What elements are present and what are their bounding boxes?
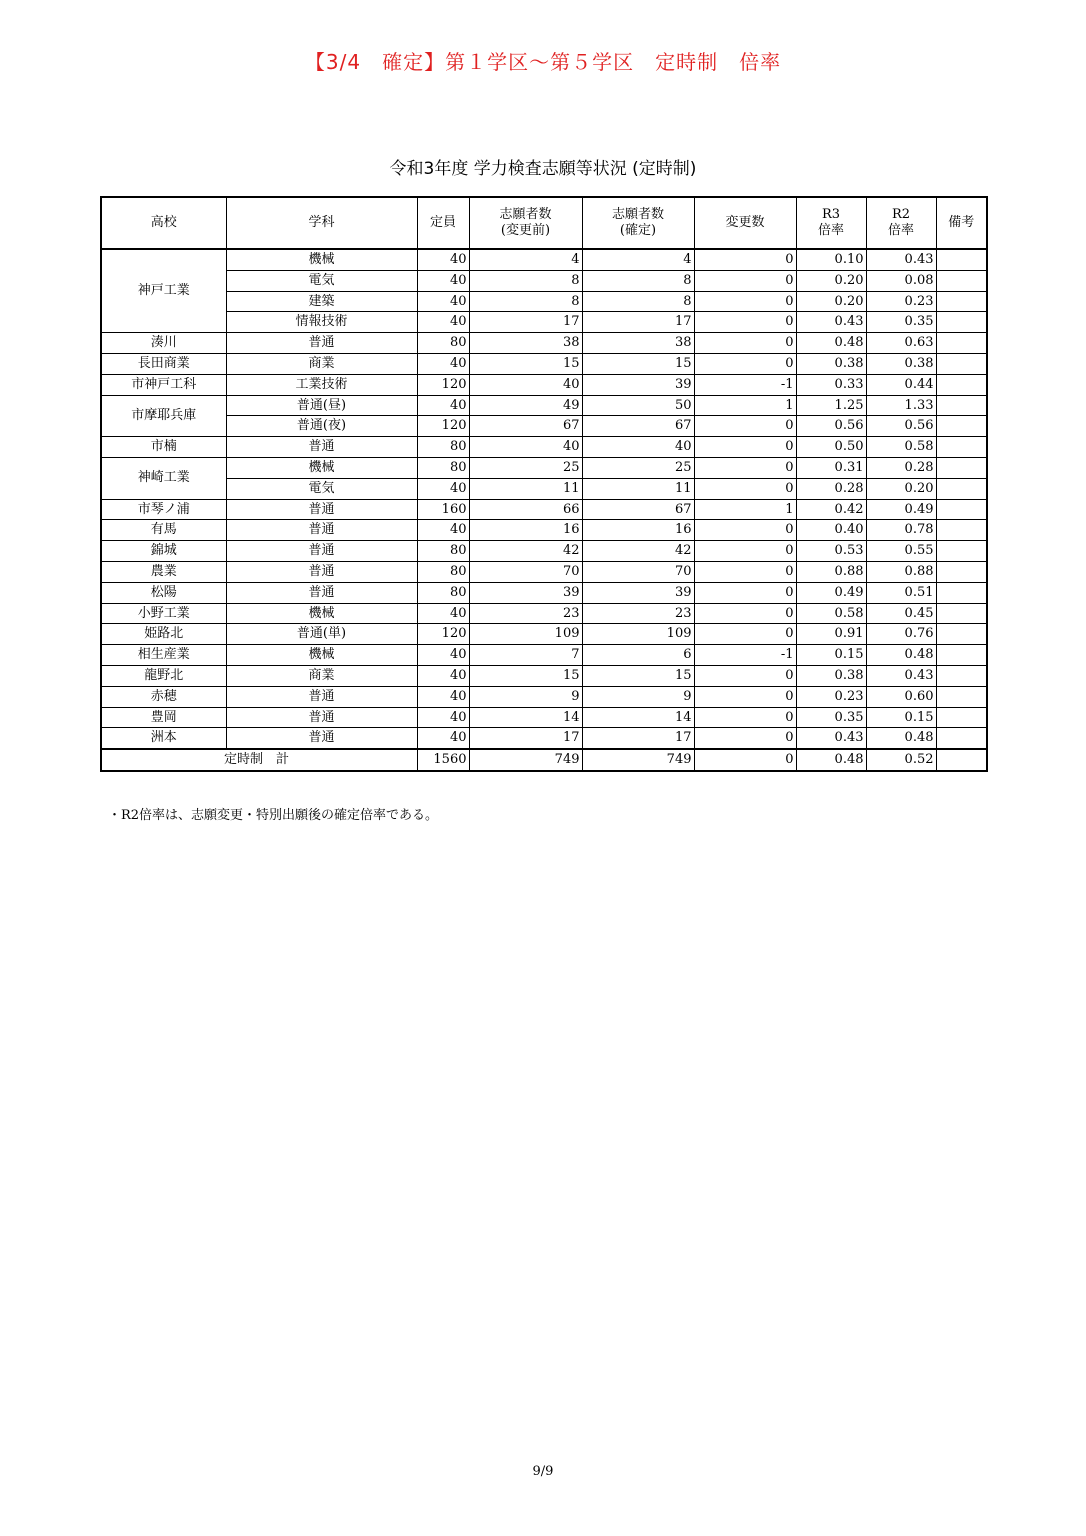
r2-ratio: 0.28 bbox=[866, 457, 936, 478]
department: 商業 bbox=[226, 665, 417, 686]
document-header: 【3/4 確定】第１学区～第５学区 定時制 倍率 bbox=[304, 50, 782, 74]
applicants-confirmed: 15 bbox=[582, 353, 694, 374]
total-r3: 0.48 bbox=[796, 749, 866, 771]
school-name: 市楠 bbox=[101, 437, 226, 458]
col-department: 学科 bbox=[226, 197, 417, 249]
capacity: 40 bbox=[417, 291, 469, 312]
table-row bbox=[101, 457, 987, 478]
notes-cell bbox=[936, 603, 987, 624]
r2-ratio: 0.55 bbox=[866, 541, 936, 562]
applicants-before: 17 bbox=[469, 312, 582, 333]
applicants-confirmed: 15 bbox=[582, 665, 694, 686]
applicants-before: 109 bbox=[469, 624, 582, 645]
r2-ratio: 0.48 bbox=[866, 728, 936, 749]
change-count: 0 bbox=[694, 520, 796, 541]
r2-ratio: 0.78 bbox=[866, 520, 936, 541]
table-row bbox=[101, 645, 987, 666]
table-row bbox=[101, 603, 987, 624]
table-row bbox=[101, 437, 987, 458]
notes-cell bbox=[936, 353, 987, 374]
col-applicants-before-l1: 志願者数 bbox=[499, 207, 552, 222]
capacity: 40 bbox=[417, 270, 469, 291]
department: 商業 bbox=[226, 353, 417, 374]
department: 普通(昼) bbox=[226, 395, 417, 416]
capacity: 40 bbox=[417, 707, 469, 728]
change-count: 0 bbox=[694, 665, 796, 686]
change-count: 1 bbox=[694, 499, 796, 520]
applicants-before: 16 bbox=[469, 520, 582, 541]
school-name: 龍野北 bbox=[101, 665, 226, 686]
applicants-confirmed: 16 bbox=[582, 520, 694, 541]
table-row bbox=[101, 333, 987, 354]
r3-ratio: 0.15 bbox=[796, 645, 866, 666]
applicants-confirmed: 25 bbox=[582, 457, 694, 478]
capacity: 120 bbox=[417, 416, 469, 437]
col-r2-l1: R2 bbox=[891, 207, 911, 222]
table-row bbox=[101, 728, 987, 749]
col-school: 高校 bbox=[101, 197, 226, 249]
department: 電気 bbox=[226, 478, 417, 499]
applicants-before: 14 bbox=[469, 707, 582, 728]
table-row bbox=[101, 353, 987, 374]
school-name: 錦城 bbox=[101, 541, 226, 562]
total-change: 0 bbox=[694, 749, 796, 771]
applicants-before: 8 bbox=[469, 291, 582, 312]
change-count: 0 bbox=[694, 291, 796, 312]
capacity: 40 bbox=[417, 686, 469, 707]
capacity: 80 bbox=[417, 582, 469, 603]
capacity: 80 bbox=[417, 333, 469, 354]
notes-cell bbox=[936, 478, 987, 499]
applicants-table bbox=[100, 196, 988, 772]
applicants-confirmed: 109 bbox=[582, 624, 694, 645]
applicants-confirmed: 70 bbox=[582, 561, 694, 582]
change-count: 0 bbox=[694, 707, 796, 728]
r2-ratio: 0.76 bbox=[866, 624, 936, 645]
applicants-before: 7 bbox=[469, 645, 582, 666]
applicants-confirmed: 23 bbox=[582, 603, 694, 624]
col-applicants-confirmed bbox=[582, 197, 694, 249]
r3-ratio: 0.33 bbox=[796, 374, 866, 395]
r2-ratio: 0.15 bbox=[866, 707, 936, 728]
total-confirmed: 749 bbox=[582, 749, 694, 771]
applicants-confirmed: 17 bbox=[582, 728, 694, 749]
r3-ratio: 0.40 bbox=[796, 520, 866, 541]
school-name: 長田商業 bbox=[101, 353, 226, 374]
change-count: 0 bbox=[694, 353, 796, 374]
table-row bbox=[101, 312, 987, 333]
school-name: 有馬 bbox=[101, 520, 226, 541]
department: 普通 bbox=[226, 499, 417, 520]
capacity: 40 bbox=[417, 665, 469, 686]
department: 普通 bbox=[226, 582, 417, 603]
school-name: 小野工業 bbox=[101, 603, 226, 624]
capacity: 40 bbox=[417, 353, 469, 374]
change-count: 0 bbox=[694, 416, 796, 437]
table-row bbox=[101, 395, 987, 416]
school-name: 湊川 bbox=[101, 333, 226, 354]
change-count: -1 bbox=[694, 374, 796, 395]
r2-ratio: 0.48 bbox=[866, 645, 936, 666]
school-name: 市琴ノ浦 bbox=[101, 499, 226, 520]
r2-ratio: 0.88 bbox=[866, 561, 936, 582]
r3-ratio: 0.23 bbox=[796, 686, 866, 707]
table-row bbox=[101, 665, 987, 686]
notes-cell bbox=[936, 707, 987, 728]
r3-ratio: 0.20 bbox=[796, 291, 866, 312]
applicants-confirmed: 40 bbox=[582, 437, 694, 458]
applicants-confirmed: 14 bbox=[582, 707, 694, 728]
notes-cell bbox=[936, 686, 987, 707]
r3-ratio: 0.50 bbox=[796, 437, 866, 458]
page-number: 9/9 bbox=[532, 1464, 554, 1479]
change-count: 0 bbox=[694, 582, 796, 603]
table-row bbox=[101, 561, 987, 582]
r2-ratio: 0.63 bbox=[866, 333, 936, 354]
change-count: 0 bbox=[694, 541, 796, 562]
r3-ratio: 1.25 bbox=[796, 395, 866, 416]
applicants-before: 40 bbox=[469, 437, 582, 458]
applicants-confirmed: 6 bbox=[582, 645, 694, 666]
r3-ratio: 0.10 bbox=[796, 249, 866, 270]
col-applicants-before bbox=[469, 197, 582, 249]
applicants-confirmed: 9 bbox=[582, 686, 694, 707]
r3-ratio: 0.91 bbox=[796, 624, 866, 645]
total-before: 749 bbox=[469, 749, 582, 771]
r2-ratio: 0.38 bbox=[866, 353, 936, 374]
r3-ratio: 0.38 bbox=[796, 353, 866, 374]
r2-ratio: 0.20 bbox=[866, 478, 936, 499]
change-count: 0 bbox=[694, 478, 796, 499]
notes-cell bbox=[936, 624, 987, 645]
applicants-before: 67 bbox=[469, 416, 582, 437]
notes-cell bbox=[936, 249, 987, 270]
applicants-confirmed: 38 bbox=[582, 333, 694, 354]
notes-cell bbox=[936, 582, 987, 603]
capacity: 40 bbox=[417, 395, 469, 416]
r3-ratio: 0.28 bbox=[796, 478, 866, 499]
change-count: 0 bbox=[694, 686, 796, 707]
department: 情報技術 bbox=[226, 312, 417, 333]
capacity: 40 bbox=[417, 312, 469, 333]
department: 普通 bbox=[226, 437, 417, 458]
change-count: 0 bbox=[694, 312, 796, 333]
table-row bbox=[101, 582, 987, 603]
applicants-before: 66 bbox=[469, 499, 582, 520]
table-title: 令和3年度 学力検査志願等状況 (定時制) bbox=[389, 159, 697, 179]
applicants-before: 15 bbox=[469, 665, 582, 686]
change-count: 0 bbox=[694, 728, 796, 749]
footnote: ・R2倍率は、志願変更・特別出願後の確定倍率である。 bbox=[108, 808, 439, 823]
applicants-before: 70 bbox=[469, 561, 582, 582]
table-body bbox=[101, 249, 987, 749]
change-count: 0 bbox=[694, 333, 796, 354]
capacity: 80 bbox=[417, 437, 469, 458]
applicants-confirmed: 67 bbox=[582, 416, 694, 437]
table-row bbox=[101, 499, 987, 520]
department: 機械 bbox=[226, 249, 417, 270]
applicants-before: 49 bbox=[469, 395, 582, 416]
r3-ratio: 0.49 bbox=[796, 582, 866, 603]
notes-cell bbox=[936, 270, 987, 291]
capacity: 40 bbox=[417, 728, 469, 749]
applicants-before: 17 bbox=[469, 728, 582, 749]
applicants-before: 42 bbox=[469, 541, 582, 562]
table-row bbox=[101, 541, 987, 562]
r3-ratio: 0.58 bbox=[796, 603, 866, 624]
department: 工業技術 bbox=[226, 374, 417, 395]
col-r2-ratio bbox=[866, 197, 936, 249]
r3-ratio: 0.38 bbox=[796, 665, 866, 686]
department: 普通 bbox=[226, 686, 417, 707]
r3-ratio: 0.35 bbox=[796, 707, 866, 728]
department: 普通(夜) bbox=[226, 416, 417, 437]
school-name: 農業 bbox=[101, 561, 226, 582]
school-name: 洲本 bbox=[101, 728, 226, 749]
table-row bbox=[101, 416, 987, 437]
capacity: 40 bbox=[417, 645, 469, 666]
change-count: 0 bbox=[694, 561, 796, 582]
applicants-confirmed: 11 bbox=[582, 478, 694, 499]
capacity: 160 bbox=[417, 499, 469, 520]
notes-cell bbox=[936, 437, 987, 458]
notes-cell bbox=[936, 520, 987, 541]
department: 建築 bbox=[226, 291, 417, 312]
notes-cell bbox=[936, 645, 987, 666]
applicants-before: 4 bbox=[469, 249, 582, 270]
department: 普通 bbox=[226, 728, 417, 749]
capacity: 40 bbox=[417, 520, 469, 541]
school-name: 市摩耶兵庫 bbox=[101, 395, 226, 437]
r2-ratio: 1.33 bbox=[866, 395, 936, 416]
department: 普通(単) bbox=[226, 624, 417, 645]
capacity: 40 bbox=[417, 478, 469, 499]
notes-cell bbox=[936, 561, 987, 582]
r2-ratio: 0.08 bbox=[866, 270, 936, 291]
notes-cell bbox=[936, 541, 987, 562]
col-change: 変更数 bbox=[694, 197, 796, 249]
r3-ratio: 0.56 bbox=[796, 416, 866, 437]
total-label: 定時制 計 bbox=[101, 749, 417, 771]
department: 機械 bbox=[226, 457, 417, 478]
change-count: 0 bbox=[694, 249, 796, 270]
department: 機械 bbox=[226, 645, 417, 666]
r2-ratio: 0.56 bbox=[866, 416, 936, 437]
change-count: 0 bbox=[694, 437, 796, 458]
notes-cell bbox=[936, 499, 987, 520]
notes-cell bbox=[936, 333, 987, 354]
col-notes: 備考 bbox=[936, 197, 987, 249]
col-r3-l2: 倍率 bbox=[817, 223, 844, 238]
r2-ratio: 0.43 bbox=[866, 249, 936, 270]
applicants-before: 40 bbox=[469, 374, 582, 395]
notes-cell bbox=[936, 457, 987, 478]
school-name: 神崎工業 bbox=[101, 457, 226, 499]
r3-ratio: 0.43 bbox=[796, 312, 866, 333]
r2-ratio: 0.51 bbox=[866, 582, 936, 603]
school-name: 姫路北 bbox=[101, 624, 226, 645]
capacity: 120 bbox=[417, 624, 469, 645]
table-row bbox=[101, 520, 987, 541]
department: 普通 bbox=[226, 707, 417, 728]
capacity: 40 bbox=[417, 249, 469, 270]
r3-ratio: 0.31 bbox=[796, 457, 866, 478]
table-row bbox=[101, 249, 987, 270]
notes-cell bbox=[936, 665, 987, 686]
table-row bbox=[101, 374, 987, 395]
r2-ratio: 0.23 bbox=[866, 291, 936, 312]
school-name: 相生産業 bbox=[101, 645, 226, 666]
department: 普通 bbox=[226, 561, 417, 582]
total-notes bbox=[936, 749, 987, 771]
notes-cell bbox=[936, 728, 987, 749]
applicants-before: 25 bbox=[469, 457, 582, 478]
col-capacity: 定員 bbox=[417, 197, 469, 249]
applicants-confirmed: 39 bbox=[582, 582, 694, 603]
r2-ratio: 0.60 bbox=[866, 686, 936, 707]
col-r3-l1: R3 bbox=[821, 207, 841, 222]
col-r3-ratio bbox=[796, 197, 866, 249]
notes-cell bbox=[936, 312, 987, 333]
applicants-before: 23 bbox=[469, 603, 582, 624]
r2-ratio: 0.45 bbox=[866, 603, 936, 624]
department: 普通 bbox=[226, 333, 417, 354]
change-count: 0 bbox=[694, 603, 796, 624]
applicants-confirmed: 50 bbox=[582, 395, 694, 416]
capacity: 40 bbox=[417, 603, 469, 624]
applicants-before: 11 bbox=[469, 478, 582, 499]
total-capacity: 1560 bbox=[417, 749, 469, 771]
col-applicants-confirmed-l2: (確定) bbox=[619, 223, 657, 238]
department: 機械 bbox=[226, 603, 417, 624]
school-name: 神戸工業 bbox=[101, 249, 226, 333]
r2-ratio: 0.49 bbox=[866, 499, 936, 520]
applicants-before: 15 bbox=[469, 353, 582, 374]
applicants-confirmed: 8 bbox=[582, 270, 694, 291]
school-name: 赤穂 bbox=[101, 686, 226, 707]
applicants-before: 39 bbox=[469, 582, 582, 603]
notes-cell bbox=[936, 291, 987, 312]
change-count: 1 bbox=[694, 395, 796, 416]
notes-cell bbox=[936, 416, 987, 437]
applicants-confirmed: 42 bbox=[582, 541, 694, 562]
r3-ratio: 0.42 bbox=[796, 499, 866, 520]
capacity: 80 bbox=[417, 457, 469, 478]
col-applicants-before-l2: (変更前) bbox=[500, 223, 551, 238]
applicants-before: 9 bbox=[469, 686, 582, 707]
table-row bbox=[101, 270, 987, 291]
applicants-confirmed: 39 bbox=[582, 374, 694, 395]
applicants-confirmed: 8 bbox=[582, 291, 694, 312]
r3-ratio: 0.88 bbox=[796, 561, 866, 582]
r3-ratio: 0.20 bbox=[796, 270, 866, 291]
school-name: 市神戸工科 bbox=[101, 374, 226, 395]
department: 電気 bbox=[226, 270, 417, 291]
table-row bbox=[101, 478, 987, 499]
change-count: 0 bbox=[694, 624, 796, 645]
notes-cell bbox=[936, 395, 987, 416]
r3-ratio: 0.43 bbox=[796, 728, 866, 749]
capacity: 80 bbox=[417, 561, 469, 582]
applicants-confirmed: 67 bbox=[582, 499, 694, 520]
applicants-before: 38 bbox=[469, 333, 582, 354]
table-row bbox=[101, 291, 987, 312]
total-row bbox=[101, 749, 987, 771]
applicants-before: 8 bbox=[469, 270, 582, 291]
change-count: -1 bbox=[694, 645, 796, 666]
header-row bbox=[101, 197, 987, 249]
capacity: 120 bbox=[417, 374, 469, 395]
r2-ratio: 0.35 bbox=[866, 312, 936, 333]
r2-ratio: 0.44 bbox=[866, 374, 936, 395]
table-row bbox=[101, 686, 987, 707]
change-count: 0 bbox=[694, 270, 796, 291]
department: 普通 bbox=[226, 541, 417, 562]
col-r2-l2: 倍率 bbox=[887, 223, 914, 238]
capacity: 80 bbox=[417, 541, 469, 562]
r2-ratio: 0.58 bbox=[866, 437, 936, 458]
school-name: 松陽 bbox=[101, 582, 226, 603]
table-row bbox=[101, 707, 987, 728]
col-applicants-confirmed-l1: 志願者数 bbox=[611, 207, 664, 222]
notes-cell bbox=[936, 374, 987, 395]
school-name: 豊岡 bbox=[101, 707, 226, 728]
total-r2: 0.52 bbox=[866, 749, 936, 771]
change-count: 0 bbox=[694, 457, 796, 478]
applicants-confirmed: 17 bbox=[582, 312, 694, 333]
r3-ratio: 0.53 bbox=[796, 541, 866, 562]
r2-ratio: 0.43 bbox=[866, 665, 936, 686]
r3-ratio: 0.48 bbox=[796, 333, 866, 354]
applicants-confirmed: 4 bbox=[582, 249, 694, 270]
department: 普通 bbox=[226, 520, 417, 541]
table-row bbox=[101, 624, 987, 645]
